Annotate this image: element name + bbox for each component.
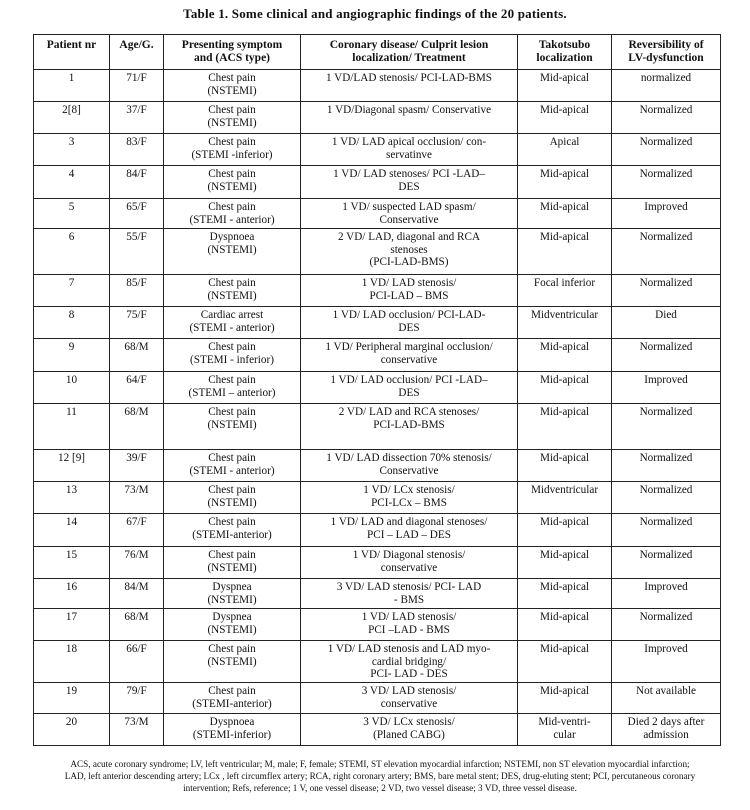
disease-cell: 1 VD/ Diagonal stenosis/ conservative bbox=[301, 547, 518, 579]
table-row bbox=[34, 482, 721, 514]
symptom-cell: Chest pain (STEMI-anterior) bbox=[164, 683, 301, 714]
disease-cell: 3 VD/ LCx stenosis/ (Planed CABG) bbox=[301, 714, 518, 746]
disease-cell: 2 VD/ LAD and RCA stenoses/ PCI-LAD-BMS bbox=[301, 404, 518, 450]
symptom-cell: Chest pain (NSTEMI) bbox=[164, 102, 301, 134]
age-gender-cell: 68/M bbox=[110, 404, 164, 450]
table-row bbox=[34, 307, 721, 339]
disease-cell: 2 VD/ LAD, diagonal and RCA stenoses (PCI-LAD-BMS) bbox=[301, 229, 518, 275]
localization-cell: Mid-apical bbox=[518, 102, 612, 134]
symptom-cell: Chest pain (STEMI - anterior) bbox=[164, 199, 301, 229]
reversibility-cell: Normalized bbox=[612, 229, 721, 275]
patient-nr-cell: 11 bbox=[34, 404, 110, 450]
table-row bbox=[34, 339, 721, 372]
patient-nr-cell: 13 bbox=[34, 482, 110, 514]
reversibility-cell: Died bbox=[612, 307, 721, 339]
reversibility-cell: Normalized bbox=[612, 275, 721, 307]
reversibility-cell: Normalized bbox=[612, 609, 721, 641]
table-title: Table 1. Some clinical and angiographic findings of the 20 patients. bbox=[183, 6, 567, 21]
age-gender-cell: 67/F bbox=[110, 514, 164, 547]
table-row bbox=[34, 514, 721, 547]
patient-nr-cell: 4 bbox=[34, 166, 110, 199]
header-patient-nr: Patient nr bbox=[34, 35, 110, 70]
patient-nr-cell: 1 bbox=[34, 70, 110, 102]
patient-nr-cell: 7 bbox=[34, 275, 110, 307]
patient-nr-cell: 10 bbox=[34, 372, 110, 404]
table-row bbox=[34, 199, 721, 229]
header-age-gender: Age/G. bbox=[110, 35, 164, 70]
symptom-cell: Chest pain (NSTEMI) bbox=[164, 275, 301, 307]
table-row bbox=[34, 70, 721, 102]
table-row bbox=[34, 641, 721, 683]
localization-cell: Mid-apical bbox=[518, 609, 612, 641]
localization-cell: Mid-ventri- cular bbox=[518, 714, 612, 746]
localization-cell: Mid-apical bbox=[518, 166, 612, 199]
age-gender-cell: 73/M bbox=[110, 482, 164, 514]
localization-cell: Mid-apical bbox=[518, 70, 612, 102]
disease-cell: 3 VD/ LAD stenosis/ PCI- LAD - BMS bbox=[301, 579, 518, 609]
table-row bbox=[34, 102, 721, 134]
patient-nr-cell: 12 [9] bbox=[34, 450, 110, 482]
disease-cell: 1 VD/ LAD and diagonal stenoses/ PCI – LAD – DES bbox=[301, 514, 518, 547]
table-row bbox=[34, 275, 721, 307]
symptom-cell: Chest pain (NSTEMI) bbox=[164, 482, 301, 514]
age-gender-cell: 75/F bbox=[110, 307, 164, 339]
patient-nr-cell: 19 bbox=[34, 683, 110, 714]
symptom-cell: Dyspnoea (NSTEMI) bbox=[164, 229, 301, 275]
symptom-cell: Chest pain (STEMI -inferior) bbox=[164, 134, 301, 166]
localization-cell: Mid-apical bbox=[518, 229, 612, 275]
symptom-cell: Chest pain (NSTEMI) bbox=[164, 70, 301, 102]
age-gender-cell: 84/F bbox=[110, 166, 164, 199]
patient-nr-cell: 8 bbox=[34, 307, 110, 339]
patient-nr-cell: 15 bbox=[34, 547, 110, 579]
table-row bbox=[34, 166, 721, 199]
localization-cell: Midventricular bbox=[518, 482, 612, 514]
localization-cell: Mid-apical bbox=[518, 547, 612, 579]
age-gender-cell: 73/M bbox=[110, 714, 164, 746]
disease-cell: 1 VD/ LCx stenosis/ PCI-LCx – BMS bbox=[301, 482, 518, 514]
patient-nr-cell: 14 bbox=[34, 514, 110, 547]
localization-cell: Mid-apical bbox=[518, 514, 612, 547]
age-gender-cell: 79/F bbox=[110, 683, 164, 714]
age-gender-cell: 68/M bbox=[110, 339, 164, 372]
age-gender-cell: 66/F bbox=[110, 641, 164, 683]
findings-table bbox=[33, 34, 721, 746]
patient-nr-cell: 3 bbox=[34, 134, 110, 166]
reversibility-cell: Normalized bbox=[612, 547, 721, 579]
patient-nr-cell: 5 bbox=[34, 199, 110, 229]
disease-cell: 3 VD/ LAD stenosis/ conservative bbox=[301, 683, 518, 714]
symptom-cell: Dyspnea (NSTEMI) bbox=[164, 579, 301, 609]
patient-nr-cell: 2[8] bbox=[34, 102, 110, 134]
table-row bbox=[34, 609, 721, 641]
age-gender-cell: 37/F bbox=[110, 102, 164, 134]
disease-cell: 1 VD/Diagonal spasm/ Conservative bbox=[301, 102, 518, 134]
reversibility-cell: normalized bbox=[612, 70, 721, 102]
header-coronary-disease: Coronary disease/ Culprit lesion localization/ Treatment bbox=[301, 35, 518, 70]
disease-cell: 1 VD/ LAD stenosis/ PCI-LAD – BMS bbox=[301, 275, 518, 307]
localization-cell: Mid-apical bbox=[518, 372, 612, 404]
symptom-cell: Dyspnea (NSTEMI) bbox=[164, 609, 301, 641]
reversibility-cell: Normalized bbox=[612, 134, 721, 166]
age-gender-cell: 55/F bbox=[110, 229, 164, 275]
age-gender-cell: 71/F bbox=[110, 70, 164, 102]
table-row bbox=[34, 134, 721, 166]
localization-cell: Midventricular bbox=[518, 307, 612, 339]
reversibility-cell: Improved bbox=[612, 372, 721, 404]
reversibility-cell: Normalized bbox=[612, 450, 721, 482]
patient-nr-cell: 18 bbox=[34, 641, 110, 683]
disease-cell: 1 VD/ LAD stenosis/ PCI –LAD - BMS bbox=[301, 609, 518, 641]
table-row bbox=[34, 547, 721, 579]
reversibility-cell: Normalized bbox=[612, 166, 721, 199]
patient-nr-cell: 17 bbox=[34, 609, 110, 641]
symptom-cell: Chest pain (STEMI - inferior) bbox=[164, 339, 301, 372]
disease-cell: 1 VD/ LAD occlusion/ PCI-LAD- DES bbox=[301, 307, 518, 339]
table-row bbox=[34, 714, 721, 746]
age-gender-cell: 85/F bbox=[110, 275, 164, 307]
patient-nr-cell: 16 bbox=[34, 579, 110, 609]
localization-cell: Mid-apical bbox=[518, 579, 612, 609]
localization-cell: Focal inferior bbox=[518, 275, 612, 307]
symptom-cell: Chest pain (NSTEMI) bbox=[164, 547, 301, 579]
patient-nr-cell: 6 bbox=[34, 229, 110, 275]
table-row bbox=[34, 579, 721, 609]
localization-cell: Mid-apical bbox=[518, 450, 612, 482]
disease-cell: 1 VD/ LAD apical occlusion/ con- servatinve bbox=[301, 134, 518, 166]
age-gender-cell: 68/M bbox=[110, 609, 164, 641]
symptom-cell: Chest pain (STEMI-anterior) bbox=[164, 514, 301, 547]
disease-cell: 1 VD/ LAD stenosis and LAD myo- cardial bridging/ PCI- LAD - DES bbox=[301, 641, 518, 683]
reversibility-cell: Improved bbox=[612, 641, 721, 683]
age-gender-cell: 64/F bbox=[110, 372, 164, 404]
localization-cell: Mid-apical bbox=[518, 404, 612, 450]
symptom-cell: Chest pain (NSTEMI) bbox=[164, 404, 301, 450]
localization-cell: Mid-apical bbox=[518, 641, 612, 683]
symptom-cell: Cardiac arrest (STEMI - anterior) bbox=[164, 307, 301, 339]
reversibility-cell: Normalized bbox=[612, 102, 721, 134]
table-row bbox=[34, 404, 721, 450]
reversibility-cell: Normalized bbox=[612, 404, 721, 450]
symptom-cell: Chest pain (STEMI - anterior) bbox=[164, 450, 301, 482]
localization-cell: Mid-apical bbox=[518, 199, 612, 229]
reversibility-cell: Not available bbox=[612, 683, 721, 714]
table-row bbox=[34, 450, 721, 482]
patient-nr-cell: 9 bbox=[34, 339, 110, 372]
reversibility-cell: Improved bbox=[612, 579, 721, 609]
table-row bbox=[34, 372, 721, 404]
table-footnote: ACS, acute coronary syndrome; LV, left ventricular; M, male; F, female; STEMI, ST elevation myocardial infarction; NSTEMI, non ST elevation myocardial infarction; LAD, left anterior descending artery; LCx , left circumflex artery; RCA, right coronary artery; BMS, bare metal stent; DES, drug-eluting stent; PCI, percutaneous coronary intervention; Refs, reference; 1 V, one vessel disease; 2 VD, two vessel disease; 3 VD, three vessel disease. bbox=[64, 759, 696, 793]
header-presenting-symptom: Presenting symptom and (ACS type) bbox=[164, 35, 301, 70]
disease-cell: 1 VD/ LAD occlusion/ PCI -LAD– DES bbox=[301, 372, 518, 404]
age-gender-cell: 39/F bbox=[110, 450, 164, 482]
header-row bbox=[34, 35, 721, 70]
table-row bbox=[34, 229, 721, 275]
reversibility-cell: Normalized bbox=[612, 514, 721, 547]
patient-nr-cell: 20 bbox=[34, 714, 110, 746]
disease-cell: 1 VD/LAD stenosis/ PCI-LAD-BMS bbox=[301, 70, 518, 102]
header-reversibility: Reversibility of LV-dysfunction bbox=[612, 35, 721, 70]
localization-cell: Mid-apical bbox=[518, 683, 612, 714]
reversibility-cell: Died 2 days after admission bbox=[612, 714, 721, 746]
disease-cell: 1 VD/ suspected LAD spasm/ Conservative bbox=[301, 199, 518, 229]
disease-cell: 1 VD/ LAD stenoses/ PCI -LAD– DES bbox=[301, 166, 518, 199]
age-gender-cell: 83/F bbox=[110, 134, 164, 166]
table-row bbox=[34, 683, 721, 714]
age-gender-cell: 84/M bbox=[110, 579, 164, 609]
localization-cell: Apical bbox=[518, 134, 612, 166]
symptom-cell: Chest pain (NSTEMI) bbox=[164, 641, 301, 683]
age-gender-cell: 76/M bbox=[110, 547, 164, 579]
symptom-cell: Chest pain (STEMI – anterior) bbox=[164, 372, 301, 404]
disease-cell: 1 VD/ LAD dissection 70% stenosis/ Conservative bbox=[301, 450, 518, 482]
symptom-cell: Dyspnoea (STEMI-inferior) bbox=[164, 714, 301, 746]
reversibility-cell: Normalized bbox=[612, 482, 721, 514]
symptom-cell: Chest pain (NSTEMI) bbox=[164, 166, 301, 199]
reversibility-cell: Improved bbox=[612, 199, 721, 229]
reversibility-cell: Normalized bbox=[612, 339, 721, 372]
age-gender-cell: 65/F bbox=[110, 199, 164, 229]
header-takotsubo-localization: Takotsubo localization bbox=[518, 35, 612, 70]
localization-cell: Mid-apical bbox=[518, 339, 612, 372]
disease-cell: 1 VD/ Peripheral marginal occlusion/ conservative bbox=[301, 339, 518, 372]
